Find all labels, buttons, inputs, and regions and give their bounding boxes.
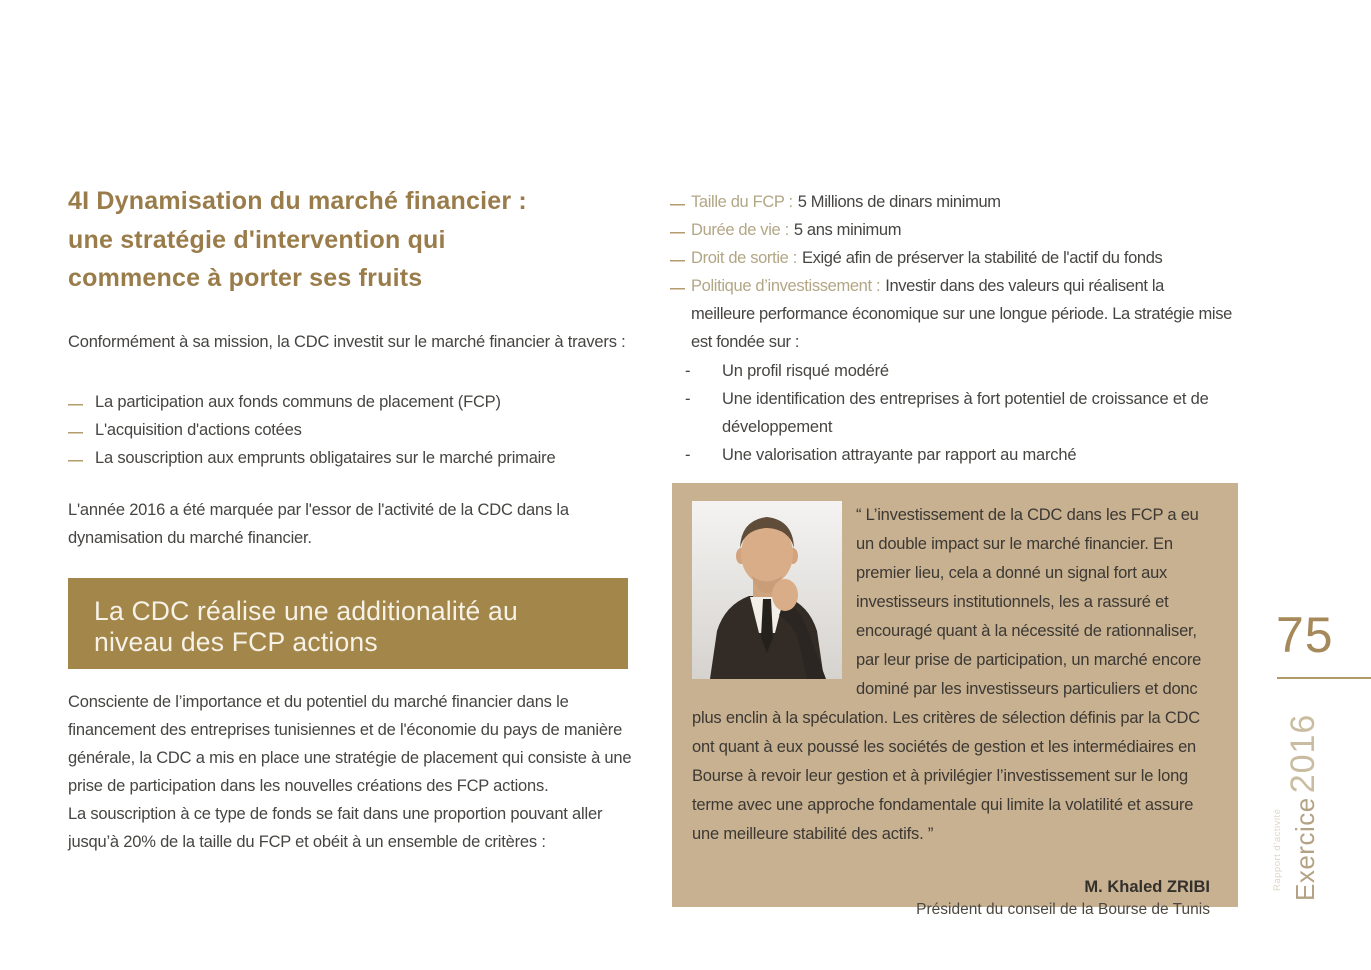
quote-card [672,483,1238,918]
quote-signature [692,875,1210,921]
report-watermark: Rapport d’activité [1272,808,1283,891]
section-title-line-3: commence à porter ses fruits [68,264,423,292]
quote-author: M. Khaled ZRIBI [1084,878,1210,896]
sidebar-rule [1277,677,1371,679]
investment-channels-list [68,388,643,472]
list-item-text: L'acquisition d'actions cotées [95,421,302,439]
dash-bullet-icon: — [670,252,685,269]
criteria-paragraph-2: La souscription à ce type de fonds se fait dans une proportion pouvant aller jusqu’à 20% de la taille du FCP et obéit à un ensemble de critères : [68,805,603,851]
hyphen-bullet-icon: - [685,362,691,380]
dash-bullet-icon: — [68,452,83,469]
section-title-line-2: une stratégie d'intervention qui [68,225,446,254]
criteria-intro-paragraph [68,688,638,856]
hyphen-bullet-icon: - [685,390,691,408]
page-number: 75 [1276,607,1334,663]
list-item [68,388,643,416]
criterion-value: Investir dans des valeurs qui réalisent la meilleure performance économique sur une longue période. La stratégie mise est fondée sur : [691,277,1232,351]
strategy-item [670,357,1215,385]
criterion-label: Politique d’investissement : [691,277,881,295]
sidebar-vertical-label [1284,714,1323,901]
criterion-item [670,216,1232,244]
section-title [68,182,648,298]
list-item [68,444,643,472]
hyphen-bullet-icon: - [685,446,691,464]
strategy-sub-list [670,357,1215,469]
exercice-label: Exercice [1290,797,1320,901]
highlight-banner [68,578,628,669]
dash-bullet-icon: — [670,224,685,241]
dash-bullet-icon: — [670,280,685,297]
dash-bullet-icon: — [68,396,83,413]
criterion-value: Exigé afin de préserver la stabilité de l'actif du fonds [801,249,1163,267]
banner-title-line-1: La CDC réalise une additionalité au [94,596,518,626]
strategy-item-text: Une identification des entreprises à fort potentiel de croissance et de développement [722,390,1209,436]
year-highlight-paragraph: L'année 2016 a été marquée par l'essor de l'activité de la CDC dans la dynamisation du marché financier. [68,501,569,547]
criteria-paragraph-1: Consciente de l’importance et du potentiel du marché financier dans le financement des entreprises tunisiennes et de l'économie du pays de manière générale, la CDC a mis en place une stratégie de placement qui consiste à une prise de participation dans les nouvelles créations des FCP actions. [68,693,632,795]
year-label: 2016 [1284,713,1322,794]
quote-author-title: Président du conseil de la Bourse de Tunis [916,901,1210,918]
dash-bullet-icon: — [670,196,685,213]
dash-bullet-icon: — [68,424,83,441]
criterion-label: Droit de sortie : [691,249,797,267]
list-item [68,416,643,444]
criterion-item [670,272,1232,356]
strategy-item-text: Un profil risqué modéré [722,362,889,380]
criterion-value: 5 Millions de dinars minimum [797,193,1001,211]
criterion-item [670,188,1232,216]
fcp-criteria-list [670,188,1232,356]
section-title-line-1: 4I Dynamisation du marché financier : [68,187,527,215]
criterion-value: 5 ans minimum [793,221,902,239]
person-portrait-image [692,501,842,679]
intro-paragraph: Conformément à sa mission, la CDC investit sur le marché financier à travers : [68,333,626,351]
strategy-item [670,385,1215,441]
list-item-text: La participation aux fonds communs de placement (FCP) [95,393,501,411]
portrait-photo [692,501,842,679]
strategy-item [670,441,1215,469]
criterion-label: Taille du FCP : [691,193,793,211]
criterion-item [670,244,1232,272]
criterion-label: Durée de vie : [691,221,789,239]
banner-title-line-2: niveau des FCP actions [94,627,378,657]
quote-text: “ L’investissement de la CDC dans les FCP a eu un double impact sur le marché financier. En premier lieu, cela a donné un signal fort aux investisseurs institutionnels, les a rassuré et encouragé quant à la nécessité de rationnaliser, par leur prise de participation, un marché encore dominé par les investisseurs particuliers et donc plus enclin à la spéculation. Les critères de sélection définis par la CDC ont quant à eux poussé les sociétés de gestion et les intermédiaires en Bourse à revoir leur gestion et à privilégier l’investissement sur le long terme avec une approche fondamentale qui limite la volatilité et assure une meilleure stabilité des actifs. ” [692,506,1202,843]
list-item-text: La souscription aux emprunts obligataires sur le marché primaire [95,449,556,467]
strategy-item-text: Une valorisation attrayante par rapport au marché [722,446,1077,464]
